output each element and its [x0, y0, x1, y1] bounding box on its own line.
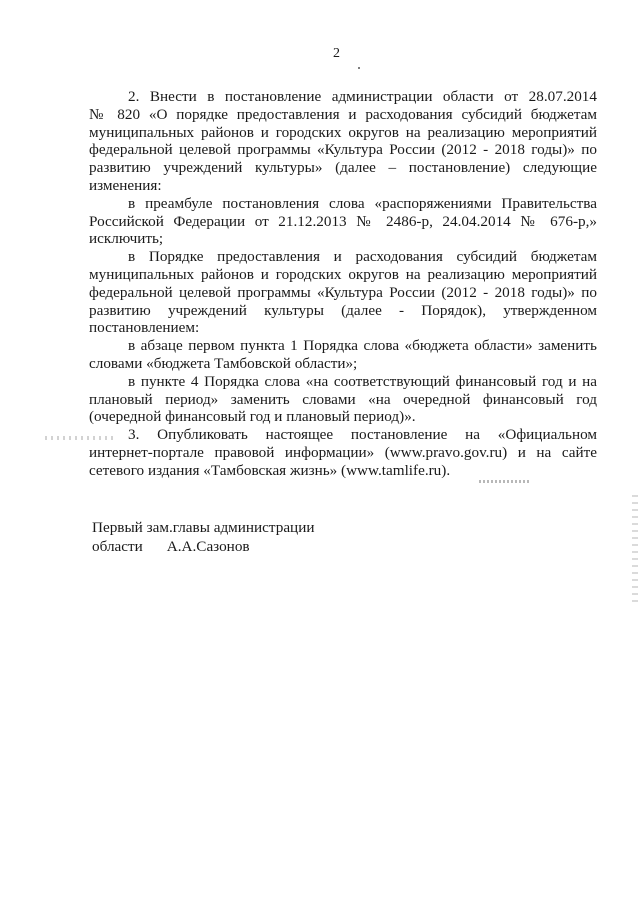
text-line: постановлением:: [89, 319, 200, 337]
text-line: исключить;: [89, 230, 164, 248]
text-line: муниципальных районов и городских округов на реализацию мероприятий: [89, 265, 597, 283]
paragraph-amendment-intro: [89, 88, 597, 195]
approval-mark: [479, 480, 531, 483]
text-line: словами «бюджета Тамбовской области»;: [89, 354, 358, 372]
page-number: 2: [333, 46, 340, 61]
text-line: федеральной целевой программы «Культура России (2012 - 2018 годы)» по: [89, 141, 597, 159]
paragraph-point-1-change: [89, 337, 597, 373]
paragraph-point-4-change: [89, 373, 597, 426]
scan-edge-artifact: [632, 495, 638, 605]
text-line: развитию учреждений культуры» (далее – постановление) следующие: [89, 159, 597, 177]
text-line: изменения:: [89, 176, 162, 194]
text-line: в пункте 4 Порядка слова «на соответствующий финансовый год и на: [128, 372, 597, 390]
signature-block: [92, 519, 314, 556]
signatory-line: [92, 538, 314, 557]
paragraph-publication: [89, 426, 597, 479]
document-body: [89, 88, 597, 480]
scan-artifact: [45, 436, 115, 440]
text-line: 2. Внести в постановление администрации области от 28.07.2014: [128, 88, 597, 105]
signatory-title: Первый зам.главы администрации: [92, 519, 315, 536]
scan-speck: [358, 67, 360, 69]
text-line: (очередной финансовый год и плановый период)».: [89, 408, 416, 426]
signatory-region: области: [92, 537, 143, 555]
text-line: муниципальных районов и городских округов на реализацию мероприятий: [89, 123, 597, 141]
text-line: федеральной целевой программы «Культура России (2012 - 2018 годы)» по: [89, 283, 597, 301]
text-line: Российской Федерации от 21.12.2013 № 2486-р, 24.04.2014 № 676-р,»: [89, 212, 597, 230]
text-line: в преамбуле постановления слова «распоряжениями Правительства: [128, 194, 597, 212]
signatory-name: А.А.Сазонов: [166, 537, 250, 555]
paragraph-procedure-change: [89, 248, 597, 337]
text-line: сетевого издания «Тамбовская жизнь» (www.tamlife.ru).: [89, 461, 451, 479]
text-line: 3. Опубликовать настоящее постановление на «Официальном: [128, 426, 597, 444]
text-line: в Порядке предоставления и расходования субсидий бюджетам: [128, 248, 597, 266]
text-line: развитию учреждений культуры (далее - Порядок), утвержденном: [89, 301, 597, 319]
text-line: № 820 «О порядке предоставления и расходования субсидий бюджетам: [89, 105, 597, 123]
text-line: плановый период» заменить словами «на очередной финансовый год: [89, 390, 597, 408]
text-line: в абзаце первом пункта 1 Порядка слова «бюджета области» заменить: [128, 337, 597, 355]
text-line: интернет-портале правовой информации» (www.pravo.gov.ru) и на сайте: [89, 443, 597, 461]
paragraph-preamble-change: [89, 195, 597, 248]
